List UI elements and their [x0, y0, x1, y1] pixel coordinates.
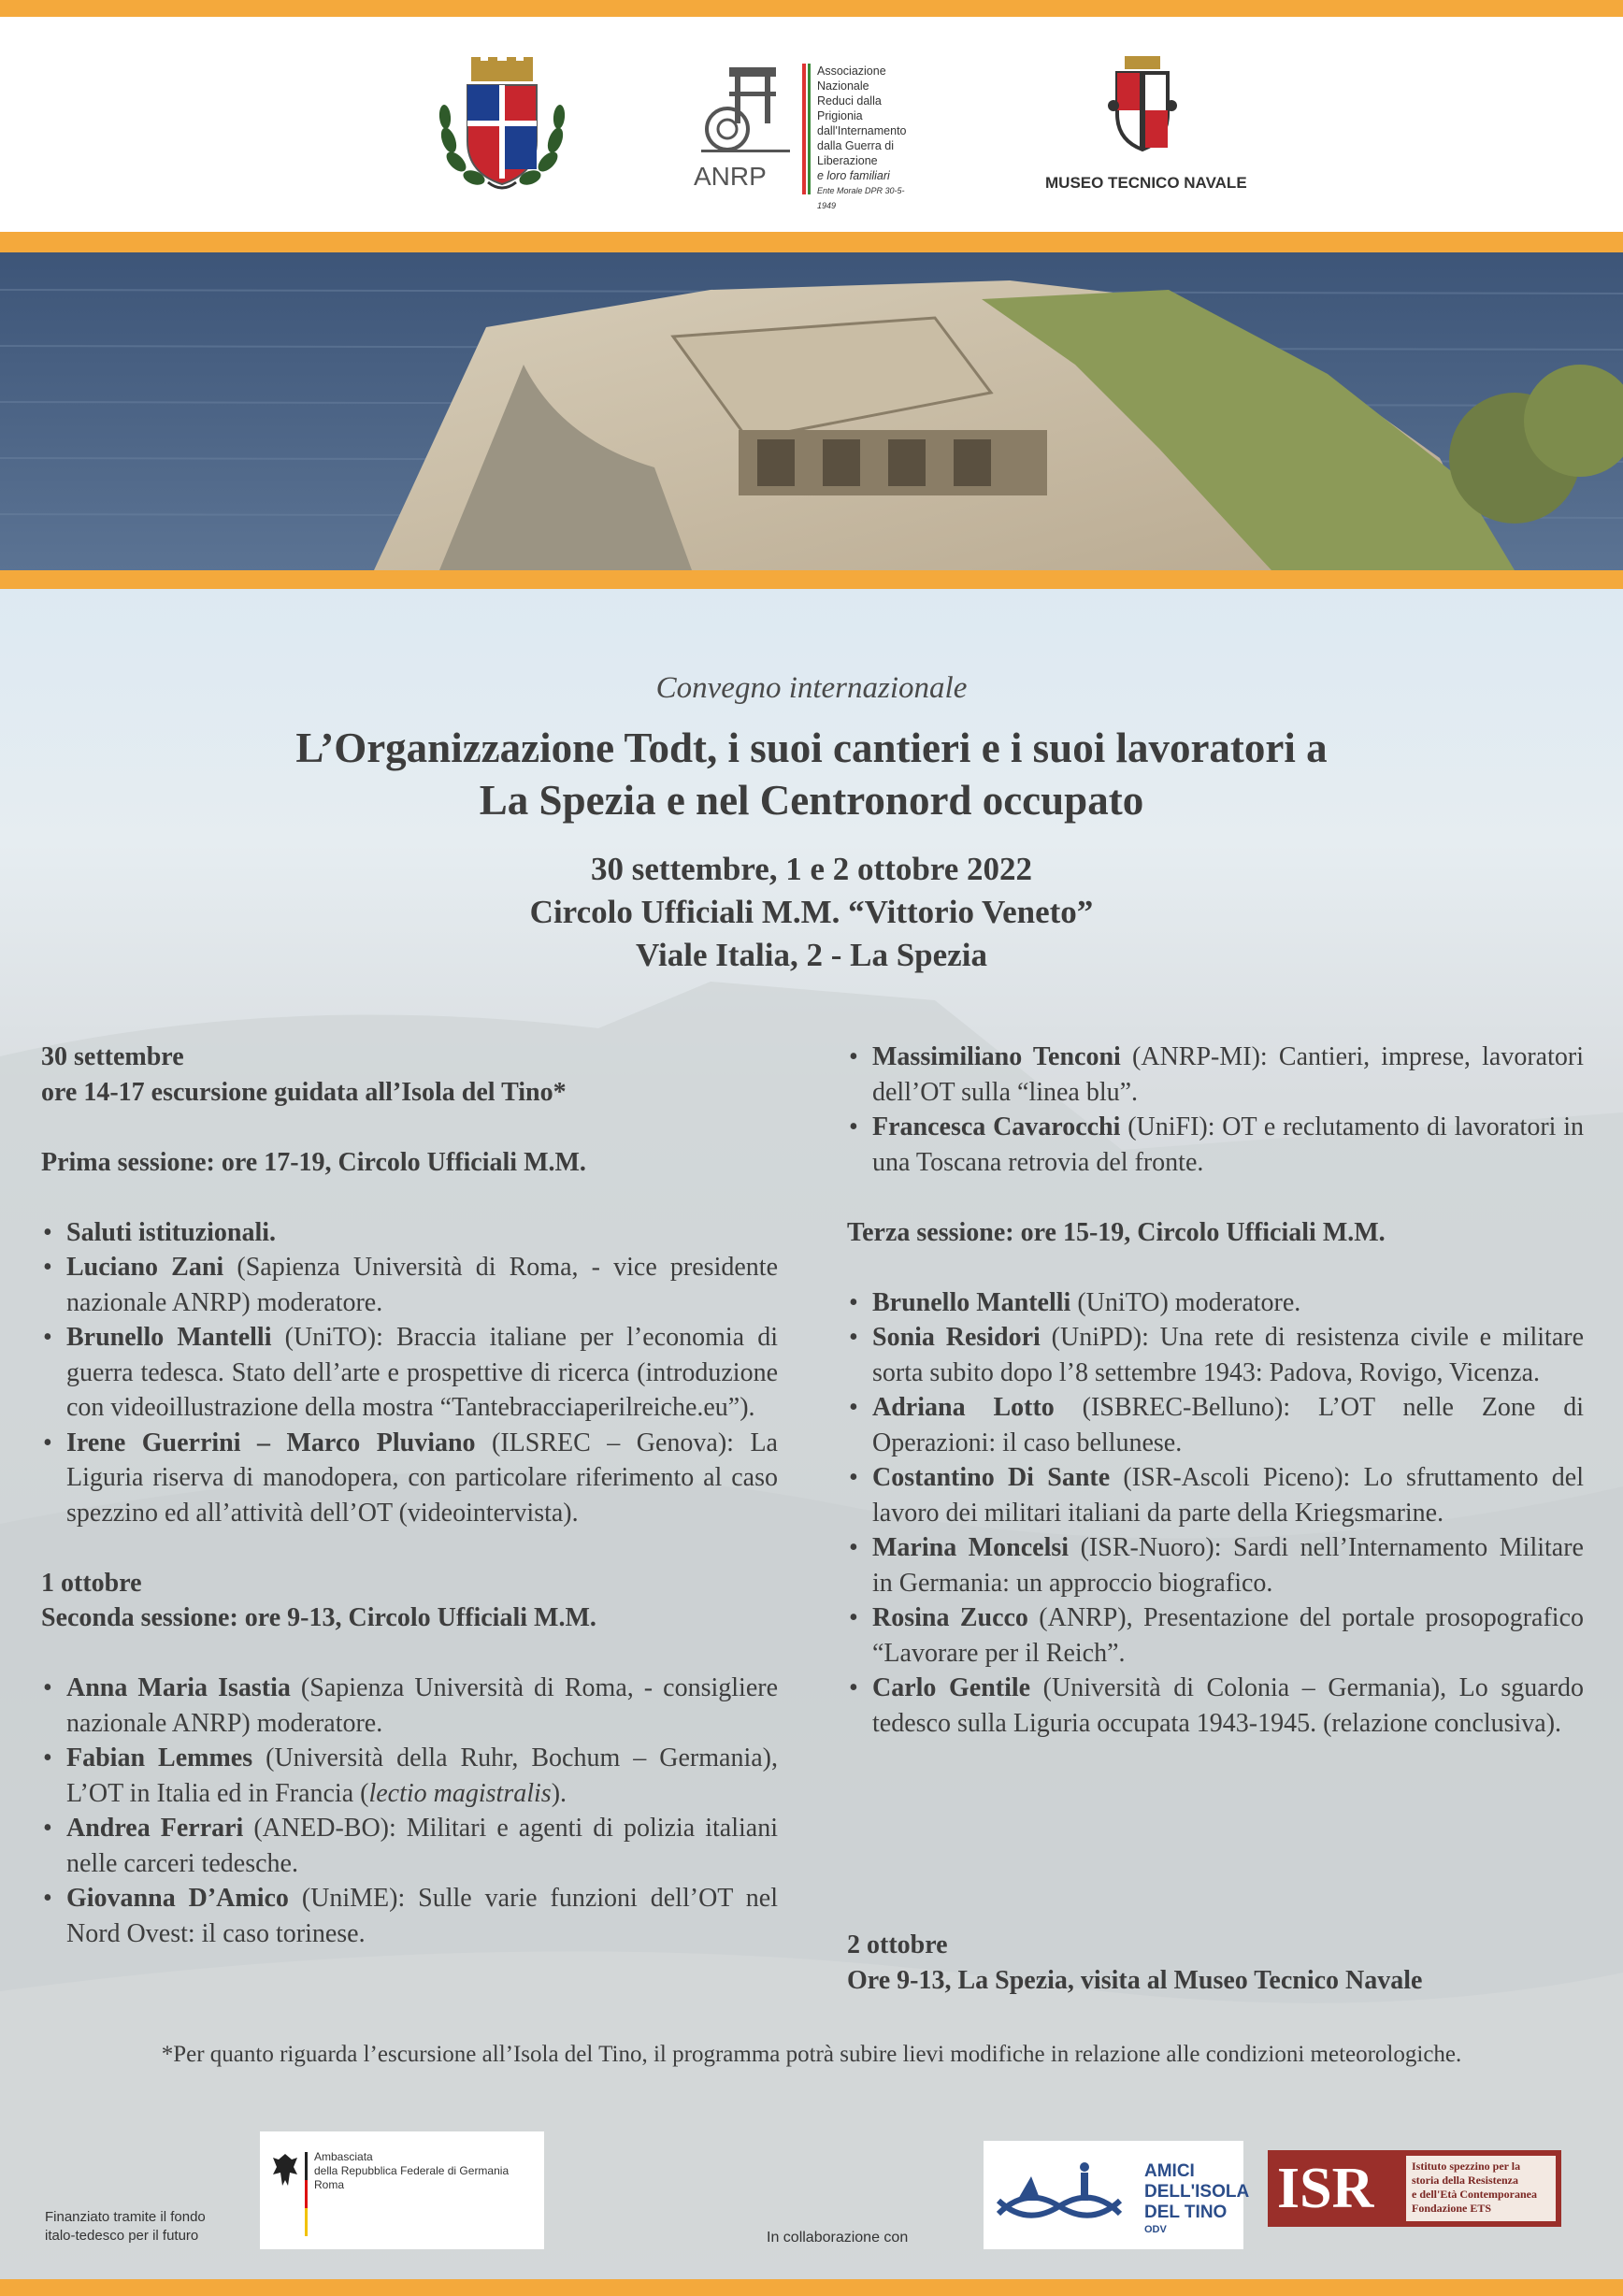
- speaker-name: Fabian Lemmes: [66, 1744, 253, 1772]
- bottom-accent-bar: [0, 2279, 1623, 2296]
- speaker-topic: (Università della Ruhr, Bochum – Germania), L’OT in Italia ed in Francia (: [66, 1744, 778, 1808]
- flag-gold: [305, 2208, 308, 2236]
- anrp-line: dall'Internamento: [817, 124, 907, 137]
- speaker-name: Brunello Mantelli: [66, 1323, 272, 1352]
- anrp-line: Nazionale: [817, 79, 869, 93]
- speaker-name: Anna Maria Isastia: [66, 1673, 291, 1702]
- isr-text-box: [1406, 2156, 1556, 2221]
- list-item: [41, 1741, 778, 1811]
- speaker-topic: (Sapienza Università di Roma, - vice presidente nazionale ANRP) moderatore.: [66, 1253, 778, 1317]
- speaker-topic: (ANRP), Presentazione del portale prosopografico “Lavorare per il Reich”.: [872, 1603, 1584, 1668]
- excursion-line: ore 14-17 escursione guidata all’Isola del Tino*: [41, 1077, 567, 1107]
- tino-text: [1144, 2161, 1249, 2236]
- excursion-footnote: *Per quanto riguarda l’escursione all’Isola del Tino, il programma potrà subire lievi modifiche in relazione alle condizioni meteorologiche.: [161, 2042, 1462, 2067]
- program-left-column: [41, 1040, 778, 1951]
- event-date: 30 settembre, 1 e 2 ottobre 2022: [590, 851, 1033, 887]
- anrp-red-stripe: [802, 64, 806, 194]
- speaker-topic: (UniFI): OT e reclutamento di lavoratori in una Toscana retrovia del fronte.: [872, 1112, 1584, 1177]
- tino-line: DELL'ISOLA: [1144, 2182, 1250, 2202]
- speaker-name: Marina Moncelsi: [872, 1533, 1070, 1562]
- anrp-green-stripe: [808, 64, 811, 194]
- list-item: [847, 1600, 1584, 1671]
- speaker-name: Costantino Di Sante: [872, 1463, 1111, 1492]
- flag-black: [305, 2152, 308, 2180]
- tino-line: ODV: [1144, 2224, 1167, 2235]
- museo-label: MUSEO TECNICO NAVALE: [1045, 174, 1247, 192]
- list-item: [847, 1320, 1584, 1390]
- ambasciata-text: [314, 2150, 509, 2192]
- amici-tino-logo: [984, 2141, 1250, 2249]
- collaboration-label: In collaborazione con: [767, 2230, 909, 2246]
- anrp-line: Prigionia: [817, 109, 863, 122]
- anrp-description: [817, 64, 916, 213]
- session-2-continued-list: [847, 1040, 1584, 1180]
- ambasciata-logo-box: [260, 2131, 544, 2249]
- speaker-topic: (UniTO): Braccia italiane per l’economia di guerra tedesca. Stato dell’arte e prospettive di ricerca (introduzione con videoillustrazione della mostra “Tantebracciaperilreiche.eu”).: [66, 1323, 778, 1422]
- list-item: [847, 1390, 1584, 1460]
- speaker-topic-end: ).: [551, 1778, 567, 1808]
- speaker-name: Adriana Lotto: [872, 1393, 1055, 1422]
- speaker-name: Massimiliano Tenconi: [872, 1042, 1121, 1071]
- event-address: Viale Italia, 2 - La Spezia: [636, 937, 987, 973]
- ambasciata-line: Roma: [314, 2178, 345, 2191]
- top-accent-bar: [0, 0, 1623, 17]
- list-item: [41, 1881, 778, 1951]
- day-3-label: 2 ottobre: [847, 1930, 948, 1959]
- day-1-label: 30 settembre: [41, 1042, 184, 1071]
- day-2-label: 1 ottobre: [41, 1568, 142, 1598]
- speaker-topic: (Sapienza Università di Roma, - consigliere nazionale ANRP) moderatore.: [66, 1673, 778, 1738]
- list-item: [847, 1671, 1584, 1741]
- speaker-topic: (UniPD): Una rete di resistenza civile e militare sorta subito dopo l’8 settembre 1943: Padova, Rovigo, Vicenza.: [872, 1323, 1584, 1387]
- anrp-line: Reduci dalla: [817, 94, 882, 108]
- tino-line: DEL TINO: [1144, 2203, 1228, 2222]
- list-item: [41, 1426, 778, 1531]
- isr-acronym: ISR: [1277, 2157, 1374, 2220]
- speaker-name: Carlo Gentile: [872, 1673, 1031, 1702]
- speaker-topic: (Università di Colonia – Germania), Lo sguardo tedesco sulla Liguria occupata 1943-1945. (relazione conclusiva).: [872, 1673, 1584, 1738]
- speaker-name: Luciano Zani: [66, 1253, 224, 1282]
- event-kicker: Convegno internazionale: [655, 671, 968, 705]
- session-2-list: [41, 1671, 778, 1951]
- isr-line: Istituto spezzino per la: [1412, 2160, 1521, 2173]
- museum-visit-line: Ore 9-13, La Spezia, visita al Museo Tecnico Navale: [847, 1965, 1423, 1995]
- flag-red: [305, 2180, 308, 2208]
- list-item: [847, 1460, 1584, 1530]
- funding-line: italo-tedesco per il futuro: [45, 2228, 199, 2244]
- photo-top-bar: [0, 232, 1623, 252]
- day-3-block: [847, 1928, 1584, 1998]
- list-item: [847, 1530, 1584, 1600]
- program-right-column: [847, 1040, 1584, 1741]
- ambasciata-line: della Repubblica Federale di Germania: [314, 2164, 510, 2177]
- speaker-name: Sonia Residori: [872, 1323, 1041, 1352]
- speaker-name: Francesca Cavarocchi: [872, 1112, 1121, 1141]
- session-3-title: Terza sessione: ore 15-19, Circolo Ufficiali M.M.: [847, 1217, 1386, 1247]
- session-2-title: Seconda sessione: ore 9-13, Circolo Ufficiali M.M.: [41, 1603, 596, 1632]
- list-item: [41, 1671, 778, 1741]
- list-item-text: Saluti istituzionali.: [66, 1217, 277, 1247]
- anrp-line: dalla Guerra di Liberazione: [817, 139, 894, 167]
- speaker-name: Rosina Zucco: [872, 1603, 1028, 1632]
- tino-line: AMICI: [1144, 2161, 1195, 2181]
- list-item: [847, 1040, 1584, 1110]
- list-item: [41, 1320, 778, 1426]
- anrp-line: Ente Morale DPR 30-5-1949: [817, 186, 905, 210]
- funding-note: [45, 2208, 206, 2246]
- speaker-topic: (ANRP-MI): Cantieri, imprese, lavoratori dell’OT sulla “linea blu”.: [872, 1042, 1584, 1107]
- museo-crest-logo: [1108, 54, 1177, 157]
- photo-bottom-bar: [0, 570, 1623, 589]
- anrp-line: Associazione: [817, 65, 886, 78]
- list-item: [847, 1285, 1584, 1321]
- list-item: [41, 1215, 778, 1251]
- speaker-topic: (ISR-Nuoro): Sardi nell’Internamento Militare in Germania: un approccio biografico.: [872, 1533, 1584, 1598]
- speaker-name: Irene Guerrini – Marco Pluviano: [66, 1428, 476, 1457]
- hero-photo: [0, 252, 1623, 570]
- crest-la-spezia-logo: [432, 51, 572, 201]
- anrp-line: e loro familiari: [817, 169, 890, 182]
- speaker-topic: (ISBREC-Belluno): L’OT nelle Zone di Operazioni: il caso bellunese.: [872, 1393, 1584, 1457]
- event-title-line2: La Spezia e nel Centronord occupato: [479, 777, 1144, 824]
- tino-emblem-icon: [989, 2148, 1129, 2242]
- speaker-name: Brunello Mantelli: [872, 1287, 1071, 1317]
- speaker-topic: (UniTO) moderatore.: [1070, 1287, 1301, 1317]
- session-3-list: [847, 1285, 1584, 1742]
- speaker-topic: (ISR-Ascoli Piceno): Lo sfruttamento del lavoro dei militari italiani da parte della Kriegsmarine.: [872, 1463, 1584, 1528]
- ambasciata-line: Ambasciata: [314, 2150, 373, 2163]
- anrp-acronym: ANRP: [694, 162, 767, 191]
- speaker-name: Andrea Ferrari: [66, 1814, 244, 1843]
- event-title-line1: L’Organizzazione Todt, i suoi cantieri e i suoi lavoratori a: [295, 725, 1328, 771]
- event-venue: Circolo Ufficiali M.M. “Vittorio Veneto”: [529, 894, 1094, 930]
- speaker-topic: (UniME): Sulle varie funzioni dell’OT nel Nord Ovest: il caso torinese.: [66, 1884, 779, 1948]
- isr-line: e dell'Età Contemporanea: [1412, 2188, 1537, 2201]
- speaker-topic: (ANED-BO): Militari e agenti di polizia italiani nelle carceri tedesche.: [66, 1814, 778, 1878]
- anrp-logo: [692, 64, 916, 210]
- isr-logo: [1268, 2150, 1561, 2227]
- funding-line: Finanziato tramite il fondo: [45, 2209, 206, 2225]
- list-item: [41, 1250, 778, 1320]
- isr-line: Fondazione ETS: [1412, 2202, 1492, 2215]
- isr-line: storia della Resistenza: [1412, 2174, 1518, 2187]
- speaker-topic-italic: lectio magistralis: [368, 1778, 552, 1808]
- speaker-topic: (ILSREC – Genova): La Liguria riserva di manodopera, con particolare riferimento al caso spezzino ed all’attività dell’OT (videointervista).: [66, 1428, 778, 1528]
- speaker-name: Giovanna D’Amico: [66, 1884, 289, 1913]
- eagle-icon: [271, 2152, 299, 2189]
- session-1-list: [41, 1215, 778, 1531]
- list-item: [41, 1811, 778, 1881]
- isr-text: [1406, 2156, 1556, 2219]
- session-1-title: Prima sessione: ore 17-19, Circolo Ufficiali M.M.: [41, 1147, 586, 1177]
- list-item: [847, 1110, 1584, 1180]
